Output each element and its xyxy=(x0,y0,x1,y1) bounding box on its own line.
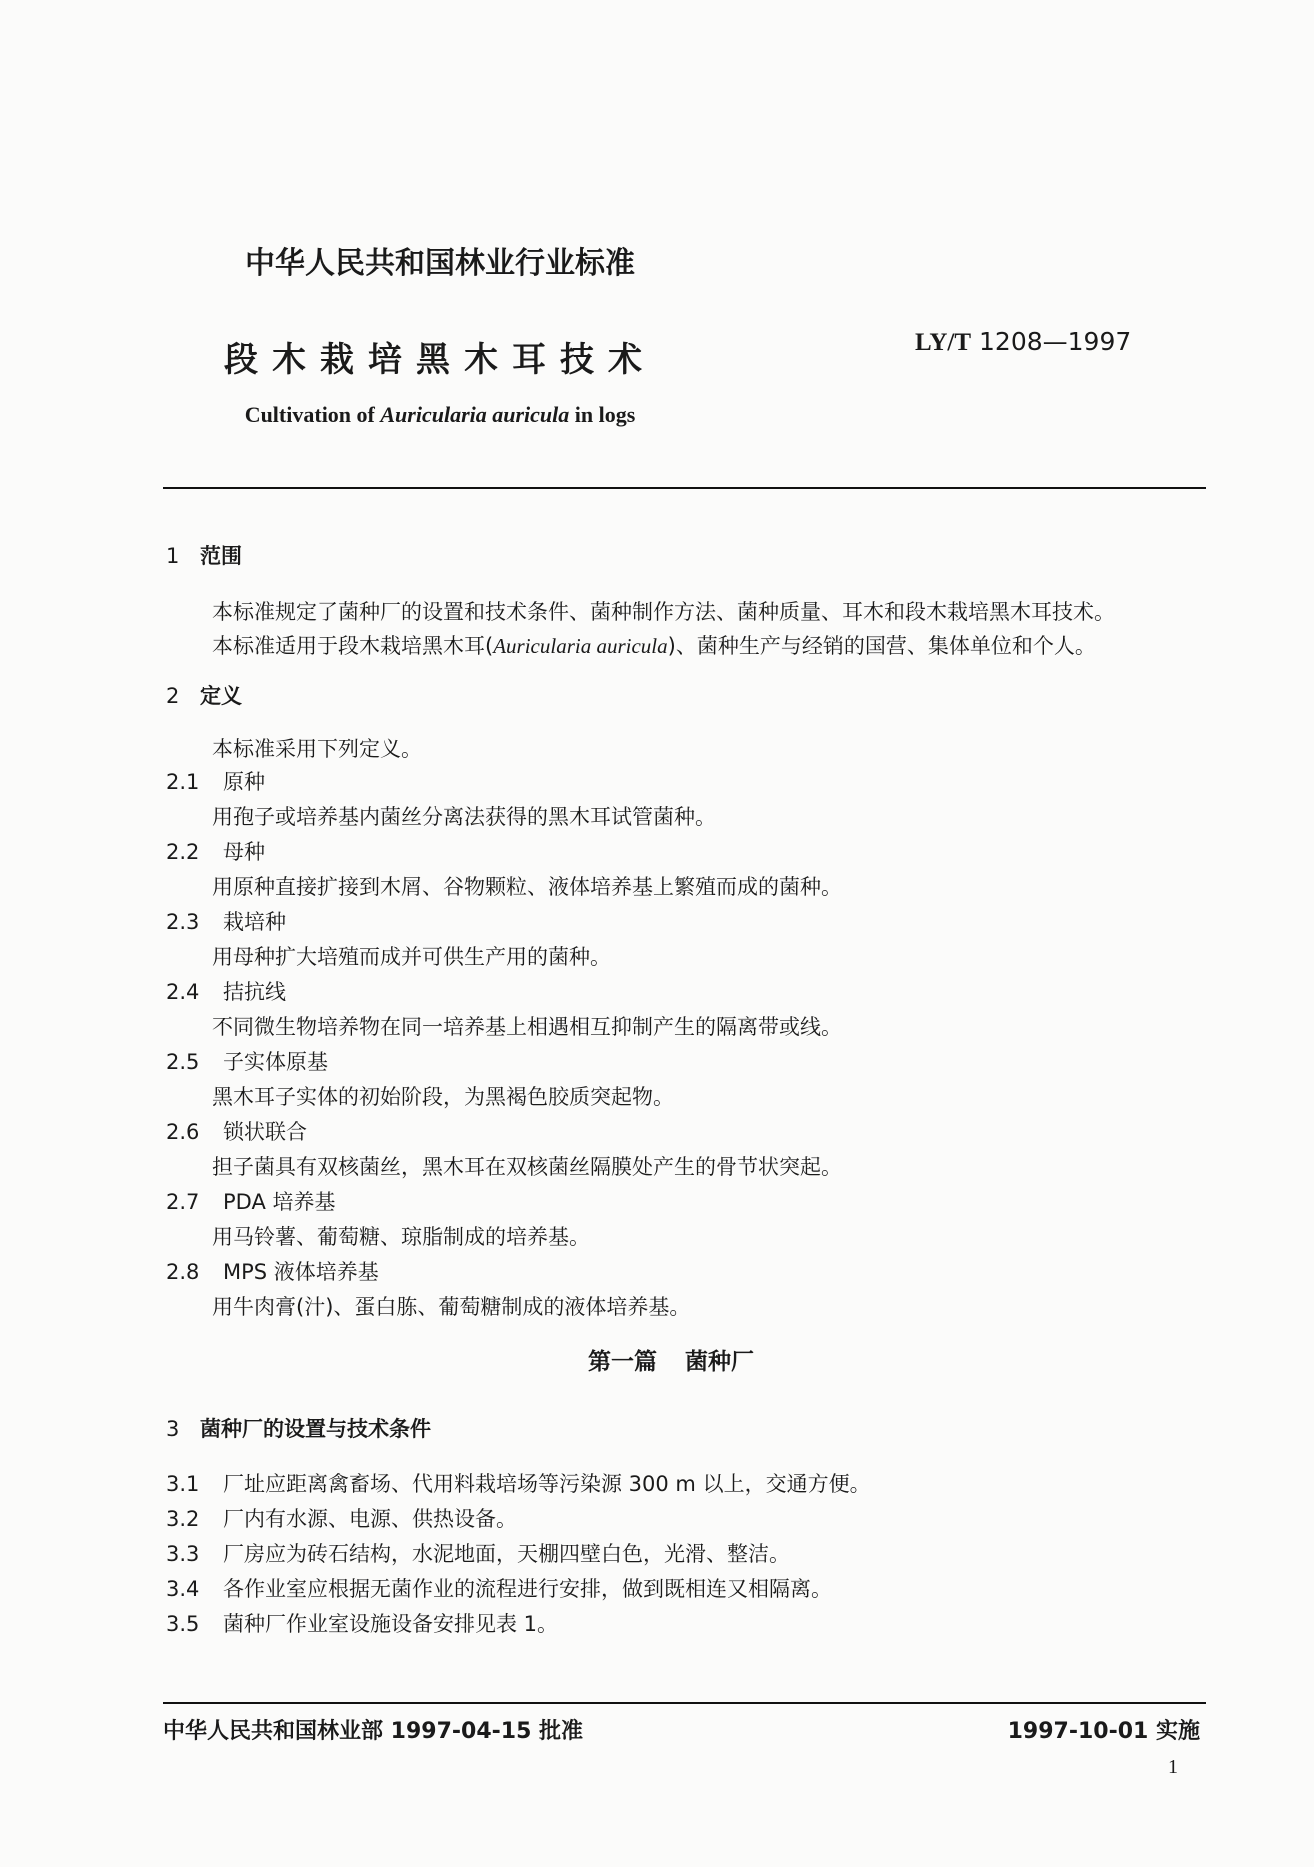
definition-text: 用马铃薯、葡萄糖、琼脂制成的培养基。 xyxy=(212,1225,590,1249)
document-title: 段木栽培黑木耳技术 xyxy=(224,340,656,380)
part-name: 菌种厂 xyxy=(685,1349,754,1375)
english-title-post: in logs xyxy=(569,402,636,427)
section-number: 1 xyxy=(166,544,180,568)
standard-code-prefix: LY/T xyxy=(915,329,972,356)
standard-code-number: 1208—1997 xyxy=(979,327,1132,356)
section-number: 3 xyxy=(166,1417,180,1441)
definition-text: 不同微生物培养物在同一培养基上相遇相互抑制产生的隔离带或线。 xyxy=(212,1015,842,1039)
definition-term: 2.2 母种 xyxy=(166,840,265,864)
part-label: 第一篇 xyxy=(588,1349,657,1375)
species-name: Auricularia auricula xyxy=(493,634,668,658)
definition-term: 2.8 MPS 液体培养基 xyxy=(166,1260,379,1284)
english-title-pre: Cultivation of xyxy=(244,402,381,427)
section-title: 菌种厂的设置与技术条件 xyxy=(200,1417,431,1441)
para-text: 本标准适用于段木栽培黑木耳( xyxy=(212,634,494,658)
clause: 3.3 厂房应为砖石结构，水泥地面，天棚四壁白色，光滑、整洁。 xyxy=(166,1542,790,1566)
page-number: 1 xyxy=(1168,1756,1178,1778)
definition-term: 2.1 原种 xyxy=(166,770,265,794)
definition-term: 2.3 栽培种 xyxy=(166,910,286,934)
section-title: 范围 xyxy=(200,544,242,568)
clause: 3.2 厂内有水源、电源、供热设备。 xyxy=(166,1507,517,1531)
standard-category-title: 中华人民共和国林业行业标准 xyxy=(245,246,635,281)
definition-text: 用牛肉膏(汁)、蛋白胨、葡萄糖制成的液体培养基。 xyxy=(212,1295,691,1319)
header-rule xyxy=(163,487,1206,489)
section-number: 2 xyxy=(166,684,180,708)
definition-text: 担子菌具有双核菌丝，黑木耳在双核菌丝隔膜处产生的骨节状突起。 xyxy=(212,1155,842,1179)
section-3-heading xyxy=(166,1413,431,1443)
section-1-heading xyxy=(166,540,242,570)
definition-term: 2.7 PDA 培养基 xyxy=(166,1190,336,1214)
approval-info: 中华人民共和国林业部 1997-04-15 批准 xyxy=(163,1719,584,1744)
clause: 3.4 各作业室应根据无菌作业的流程进行安排，做到既相连又相隔离。 xyxy=(166,1577,832,1601)
section-title: 定义 xyxy=(200,684,242,708)
section-1-para-2 xyxy=(212,630,1096,660)
definition-term: 2.6 锁状联合 xyxy=(166,1120,307,1144)
section-1-para-1: 本标准规定了菌种厂的设置和技术条件、菌种制作方法、菌种质量、耳木和段木栽培黑木耳技术。 xyxy=(212,600,1115,624)
implementation-date: 1997-10-01 实施 xyxy=(1007,1719,1200,1744)
section-2-intro: 本标准采用下列定义。 xyxy=(212,737,422,761)
para-text: )、菌种生产与经销的国营、集体单位和个人。 xyxy=(667,634,1096,658)
definition-text: 用原种直接扩接到木屑、谷物颗粒、液体培养基上繁殖而成的菌种。 xyxy=(212,875,842,899)
definition-text: 黑木耳子实体的初始阶段，为黑褐色胶质突起物。 xyxy=(212,1085,674,1109)
definition-text: 用母种扩大培殖而成并可供生产用的菌种。 xyxy=(212,945,611,969)
english-title xyxy=(0,402,880,428)
clause: 3.5 菌种厂作业室设施设备安排见表 1。 xyxy=(166,1612,559,1636)
definition-text: 用孢子或培养基内菌丝分离法获得的黑木耳试管菌种。 xyxy=(212,805,716,829)
section-2-heading xyxy=(166,680,242,710)
footer-rule xyxy=(163,1702,1206,1704)
part-title xyxy=(588,1343,754,1376)
definition-term: 2.4 拮抗线 xyxy=(166,980,286,1004)
standard-code xyxy=(915,327,1131,357)
english-title-species: Auricularia auricula xyxy=(380,402,570,427)
clause: 3.1 厂址应距离禽畜场、代用料栽培场等污染源 300 m 以上，交通方便。 xyxy=(166,1472,871,1496)
definition-term: 2.5 子实体原基 xyxy=(166,1050,328,1074)
